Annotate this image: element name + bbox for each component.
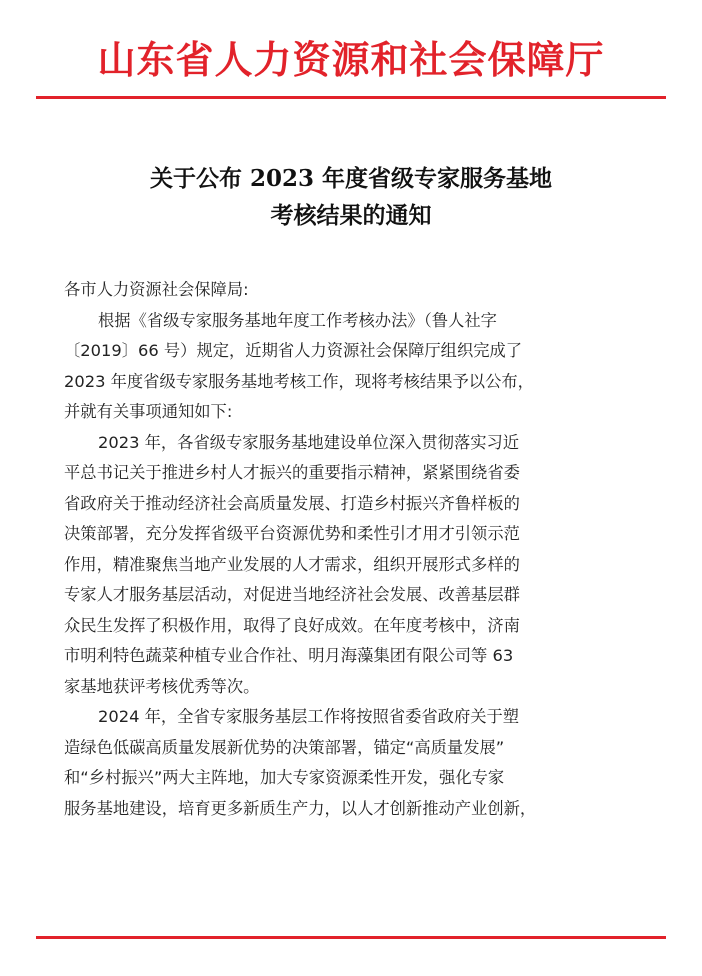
paragraph-2-line: 决策部署，充分发挥省级平台资源优势和柔性引才用才引领示范	[64, 524, 520, 543]
salutation: 各市人力资源社会保障局:	[64, 280, 249, 299]
paragraph-1-line: 并就有关事项通知如下:	[64, 402, 233, 421]
paragraph-2-line: 专家人才服务基层活动，对促进当地经济社会发展、改善基层群	[64, 585, 520, 604]
paragraph-3-line: 2024 年，全省专家服务基层工作将按照省委省政府关于塑	[98, 707, 520, 726]
paragraph-2-line: 省政府关于推动经济社会高质量发展、打造乡村振兴齐鲁样板的	[64, 493, 520, 513]
paragraph-2-line: 市明利特色蔬菜种植专业合作社、明月海藻集团有限公司等 63	[64, 646, 514, 665]
paragraph-3-line: 造绿色低碳高质量发展新优势的决策部署，锚定“高质量发展”	[64, 737, 505, 757]
paragraph-3-line: 服务基地建设，培育更多新质生产力，以人才创新推动产业创新，	[64, 798, 537, 818]
paragraph-2-line: 家基地获评考核优秀等次。	[64, 676, 260, 696]
paragraph-1-line: 2023 年度省级专家服务基地考核工作，现将考核结果予以公布，	[64, 371, 534, 391]
paragraph-2-line: 平总书记关于推进乡村人才振兴的重要指示精神，紧紧围绕省委	[64, 463, 520, 482]
document-body	[64, 275, 644, 824]
footer-red-rule	[36, 936, 666, 939]
letterhead-title: 山东省人力资源和社会保障厅	[97, 37, 605, 82]
paragraph-2-line: 众民生发挥了积极作用，取得了良好成效。在年度考核中，济南	[64, 615, 520, 635]
paragraph-3-line: 和“乡村振兴”两大主阵地，加大专家资源柔性开发，强化专家	[64, 768, 505, 787]
paragraph-2-line: 作用，精准聚焦当地产业发展的人才需求，组织开展形式多样的	[64, 554, 520, 574]
letterhead-red-rule	[36, 96, 666, 99]
document-title-line-1: 关于公布 2023 年度省级专家服务基地	[149, 165, 553, 192]
document-title-line-2: 考核结果的通知	[270, 202, 432, 229]
paragraph-1-line: 根据《省级专家服务基地年度工作考核办法》（鲁人社字	[98, 310, 497, 330]
paragraph-1-line: 〔2019〕66 号）规定，近期省人力资源社会保障厅组织完成了	[64, 341, 523, 360]
paragraph-2-line: 2023 年，各省级专家服务基地建设单位深入贯彻落实习近	[98, 432, 520, 452]
